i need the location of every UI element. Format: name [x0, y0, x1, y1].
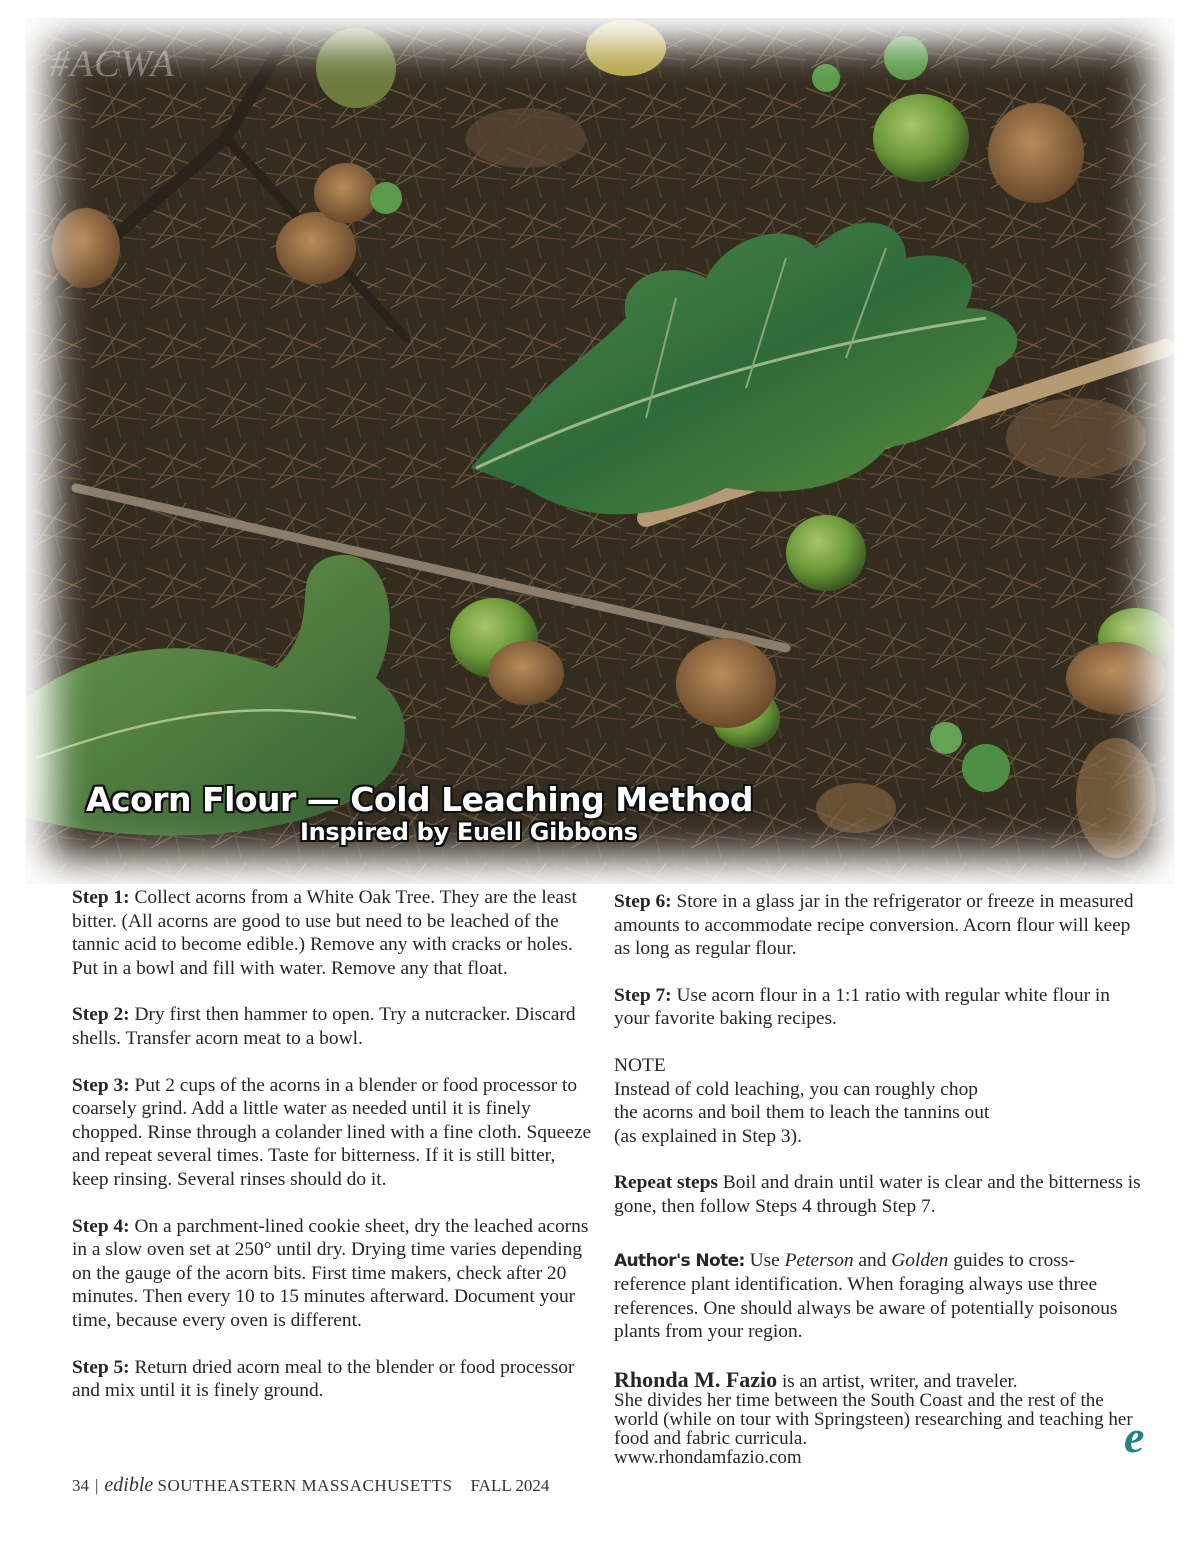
note-line: (as explained in Step 3). — [614, 1125, 802, 1147]
magazine-name: SOUTHEASTERN MASSACHUSETTS — [157, 1476, 453, 1495]
guide-golden: Golden — [891, 1249, 949, 1271]
repeat-text: Boil and drain until water is clear and the bitterness is gone, then follow Steps 4 through Step 7. — [614, 1172, 1141, 1217]
article-title: Acorn Flour — Cold Leaching Method — [86, 780, 754, 819]
step-label: Step 1: — [72, 887, 130, 908]
edible-logo-mark: e — [1124, 1411, 1145, 1462]
page-number: 34 — [72, 1476, 89, 1495]
acorns-forest-floor-illustration — [26, 18, 1174, 884]
step-1 — [72, 886, 592, 980]
step-text: Store in a glass jar in the refrigerator or freeze in measured amounts to accommodate recipe conversion. Acorn flour will keep as long as regular flour. — [614, 891, 1134, 960]
note-heading: NOTE — [614, 1054, 666, 1076]
hero-photo — [26, 18, 1174, 884]
author-name: Rhonda M. Fazio — [614, 1366, 778, 1392]
page-footer — [72, 1474, 549, 1497]
step-5 — [72, 1356, 592, 1403]
author-note-label: Author's Note: — [614, 1250, 745, 1271]
right-column — [614, 890, 1144, 1467]
step-text: Put 2 cups of the acorns in a blender or food processor to coarsely grind. Add a little water as needed until it is finely chopped. Rinse through a colander lined with a fine cloth. Squeeze and repeat several times. Taste for bitterness. If it is still bitter, keep rinsing. Several rinses should do it. — [72, 1074, 592, 1190]
note-line: Instead of cold leaching, you can roughly chop — [614, 1078, 979, 1100]
step-label: Step 7: — [614, 984, 672, 1006]
step-4 — [72, 1215, 592, 1333]
author-bio-text: She divides her time between the South Coast and the rest of the world (while on tour with Springsteen) researching and teaching her food and fabric curricula. — [614, 1389, 1133, 1449]
step-text: On a parchment-lined cookie sheet, dry the leached acorns in a slow oven set at 250° until dry. Drying time varies depending on the gauge of the acorn bits. First time makers, check after 20 minutes. Then every 10 to 15 minutes afterward. Document your time, because every oven is different. — [72, 1215, 589, 1331]
guide-peterson: Peterson — [784, 1249, 854, 1271]
step-7 — [614, 984, 1144, 1031]
step-2 — [72, 1003, 592, 1050]
repeat-label: Repeat steps — [614, 1172, 718, 1194]
step-label: Step 6: — [614, 891, 672, 912]
article-subtitle: Inspired by Euell Gibbons — [300, 818, 638, 846]
author-intro: is an artist, writer, and traveler. — [777, 1370, 1018, 1392]
issue-label: FALL 2024 — [470, 1476, 550, 1495]
repeat-steps — [614, 1171, 1144, 1218]
step-text: Dry first then hammer to open. Try a nutcracker. Discard shells. Transfer acorn meat to a bowl. — [72, 1004, 576, 1049]
author-note-text: Use — [744, 1249, 785, 1271]
author-website-link[interactable]: www.rhondamfazio.com — [614, 1446, 802, 1468]
step-3 — [72, 1074, 592, 1192]
step-6 — [614, 890, 1144, 961]
author-note-text: and — [853, 1249, 892, 1271]
corner-watermark: #ACWA — [50, 43, 175, 85]
step-label: Step 3: — [72, 1074, 130, 1096]
author-note-text: guides to cross-reference plant identification. When foraging always use three references. One should always be aware of potentially poisonous plants from your region. — [614, 1249, 1118, 1343]
step-text: Use acorn flour in a 1:1 ratio with regular white flour in your favorite baking recipes. — [614, 984, 1110, 1030]
author-bio — [614, 1366, 1144, 1468]
step-text: Return dried acorn meal to the blender or food processor and mix until it is finely ground. — [72, 1356, 575, 1402]
step-label: Step 4: — [72, 1215, 130, 1237]
left-column — [72, 886, 592, 1426]
footer-separator: | — [95, 1476, 99, 1495]
step-label: Step 5: — [72, 1356, 130, 1378]
author-note — [614, 1249, 1144, 1344]
note-block — [614, 1054, 1144, 1148]
note-line: the acorns and boil them to leach the tannins out — [614, 1102, 990, 1124]
step-label: Step 2: — [72, 1004, 130, 1026]
step-text: Collect acorns from a White Oak Tree. They are the least bitter. (All acorns are good to use but need to be leached of the tannic acid to become edible.) Remove any with cracks or holes. Put in a bowl and fill with water. Remove any that float. — [72, 887, 577, 979]
brand-name: edible — [104, 1474, 154, 1496]
